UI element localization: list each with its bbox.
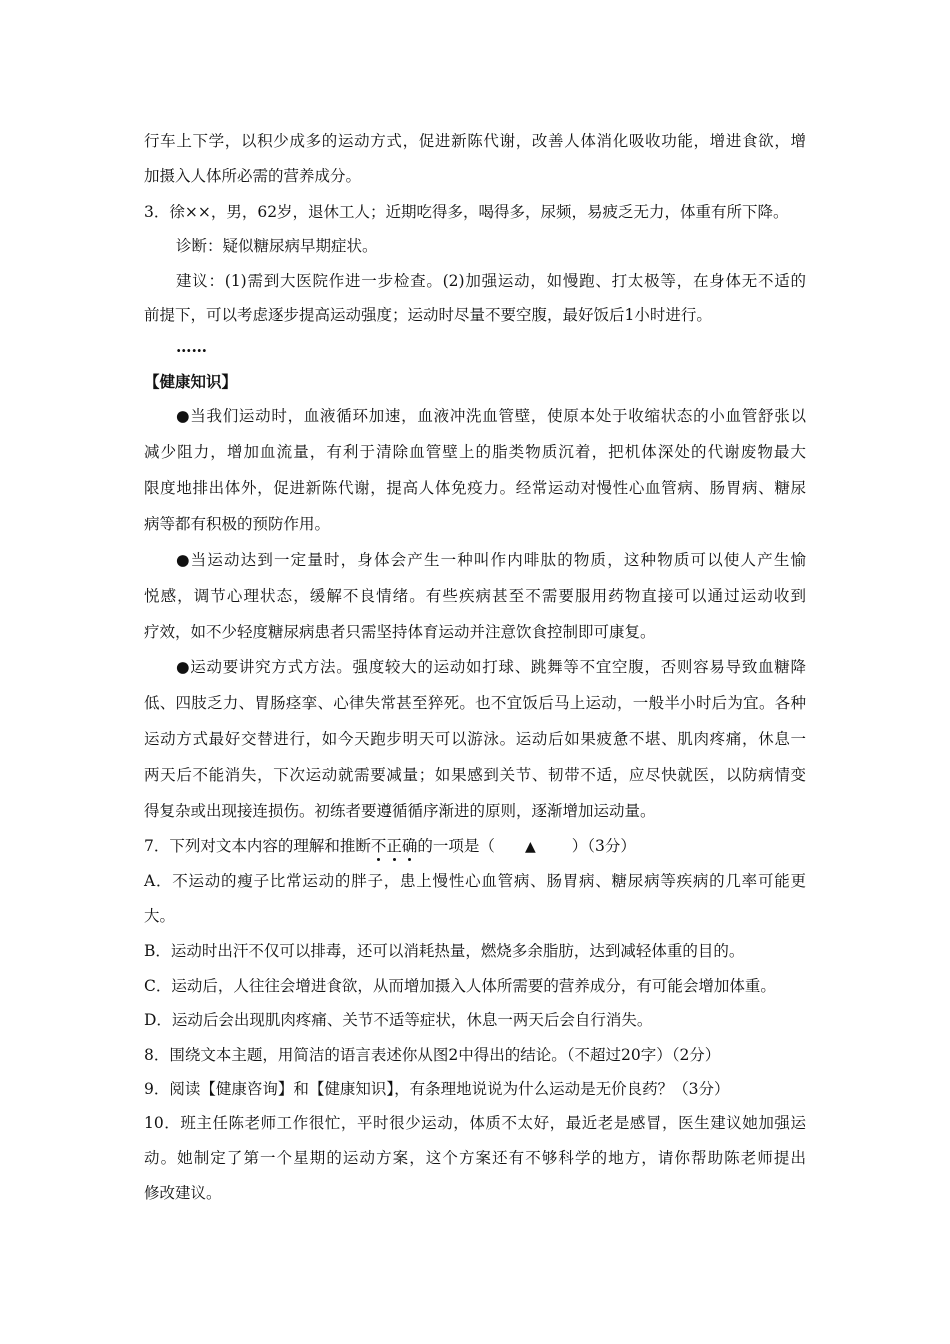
option-a: A．不运动的瘦子比常运动的胖子，患上慢性心血管病、肠胃病、糖尿病等疾病的几率可能更 bbox=[144, 872, 806, 890]
paragraph-line: 得复杂或出现接连损伤。初练者要遵循循序渐进的原则，逐渐增加运动量。 bbox=[144, 802, 656, 820]
question-10-cont: 动。她制定了第一个星期的运动方案，这个方案还有不够科学的地方，请你帮助陈老师提出 bbox=[144, 1149, 806, 1167]
advice-line: 前提下，可以考虑逐步提高运动强度；运动时尽量不要空腹，最好饭后1小时进行。 bbox=[144, 306, 712, 324]
paragraph-line: 限度地排出体外，促进新陈代谢，提高人体免疫力。经常运动对慢性心血管病、肠胃病、糖尿 bbox=[144, 479, 806, 497]
question-7-score: ）（3分） bbox=[571, 837, 636, 855]
paragraph-line: 运动方式最好交替进行，如今天跑步明天可以游泳。运动后如果疲惫不堪、肌肉疼痛，休息一 bbox=[144, 730, 806, 748]
paragraph-line: ●运动要讲究方式方法。强度较大的运动如打球、跳舞等不宜空腹，否则容易导致血糖降 bbox=[176, 658, 806, 676]
diagnosis-line: 诊断：疑似糖尿病早期症状。 bbox=[176, 237, 378, 255]
question-9: 9．阅读【健康咨询】和【健康知识】，有条理地说说为什么运动是无价良药？（3分） bbox=[144, 1080, 730, 1098]
paragraph-line: 疗效，如不少轻度糖尿病患者只需坚持体育运动并注意饮食控制即可康复。 bbox=[144, 623, 656, 641]
paragraph-line: 悦感，调节心理状态，缓解不良情绪。有些疾病甚至不需要服用药物直接可以通过运动收到 bbox=[144, 587, 806, 605]
option-c: C．运动后，人往往会增进食欲，从而增加摄入人体所需要的营养成分，有可能会增加体重。 bbox=[144, 977, 776, 995]
emphasis-char: 不 bbox=[370, 837, 387, 855]
paragraph-line: 两天后不能消失，下次运动就需要减量；如果感到关节、韧带不适，应尽快就医，以防病情变 bbox=[144, 766, 806, 784]
paragraph-line: 减少阻力，增加血流量，有利于清除血管壁上的脂类物质沉着，把机体深处的代谢废物最大 bbox=[144, 443, 806, 461]
section-heading: 【健康知识】 bbox=[144, 372, 238, 391]
question-7-text: 的一项是（ bbox=[417, 837, 495, 855]
paragraph-line: 病等都有积极的预防作用。 bbox=[144, 515, 331, 533]
paragraph-line: ●当运动达到一定量时，身体会产生一种叫作内啡肽的物质，这种物质可以使人产生愉 bbox=[176, 551, 806, 569]
advice-line: 建议：(1)需到大医院作进一步检查。(2)加强运动，如慢跑、打太极等，在身体无不适的 bbox=[176, 272, 806, 290]
question-7-prefix: 7．下列对文本内容的理解和推断 bbox=[144, 837, 371, 855]
option-b: B．运动时出汗不仅可以排毒，还可以消耗热量，燃烧多余脂肪，达到减轻体重的目的。 bbox=[144, 942, 745, 960]
paragraph-line: 加摄入人体所必需的营养成分。 bbox=[144, 167, 362, 185]
paragraph-line: ●当我们运动时，血液循环加速，血液冲洗血管壁，使原本处于收缩状态的小血管舒张以 bbox=[176, 407, 806, 425]
question-7 bbox=[144, 836, 636, 857]
question-8: 8．围绕文本主题，用简洁的语言表述你从图2中得出的结论。（不超过20字）（2分） bbox=[144, 1046, 721, 1064]
ellipsis: …… bbox=[176, 337, 207, 356]
question-10: 10．班主任陈老师工作很忙，平时很少运动，体质不太好，最近老是感冒，医生建议她加强运 bbox=[144, 1114, 806, 1132]
answer-marker: ▲ bbox=[524, 839, 536, 855]
emphasis-char: 确 bbox=[401, 837, 418, 855]
paragraph-line: 低、四肢乏力、胃肠痉挛、心律失常甚至猝死。也不宜饭后马上运动，一般半小时后为宜。各种 bbox=[144, 694, 806, 712]
option-a-cont: 大。 bbox=[144, 907, 176, 925]
paragraph-line: 行车上下学，以积少成多的运动方式，促进新陈代谢，改善人体消化吸收功能，增进食欲，增 bbox=[144, 132, 806, 150]
question-line: 3．徐××，男，62岁，退休工人；近期吃得多，喝得多，尿频，易疲乏无力，体重有所下降。 bbox=[144, 203, 789, 221]
emphasis-char: 正 bbox=[386, 837, 402, 855]
option-d: D．运动后会出现肌肉疼痛、关节不适等症状，休息一两天后会自行消失。 bbox=[144, 1011, 653, 1029]
question-10-cont: 修改建议。 bbox=[144, 1184, 222, 1202]
